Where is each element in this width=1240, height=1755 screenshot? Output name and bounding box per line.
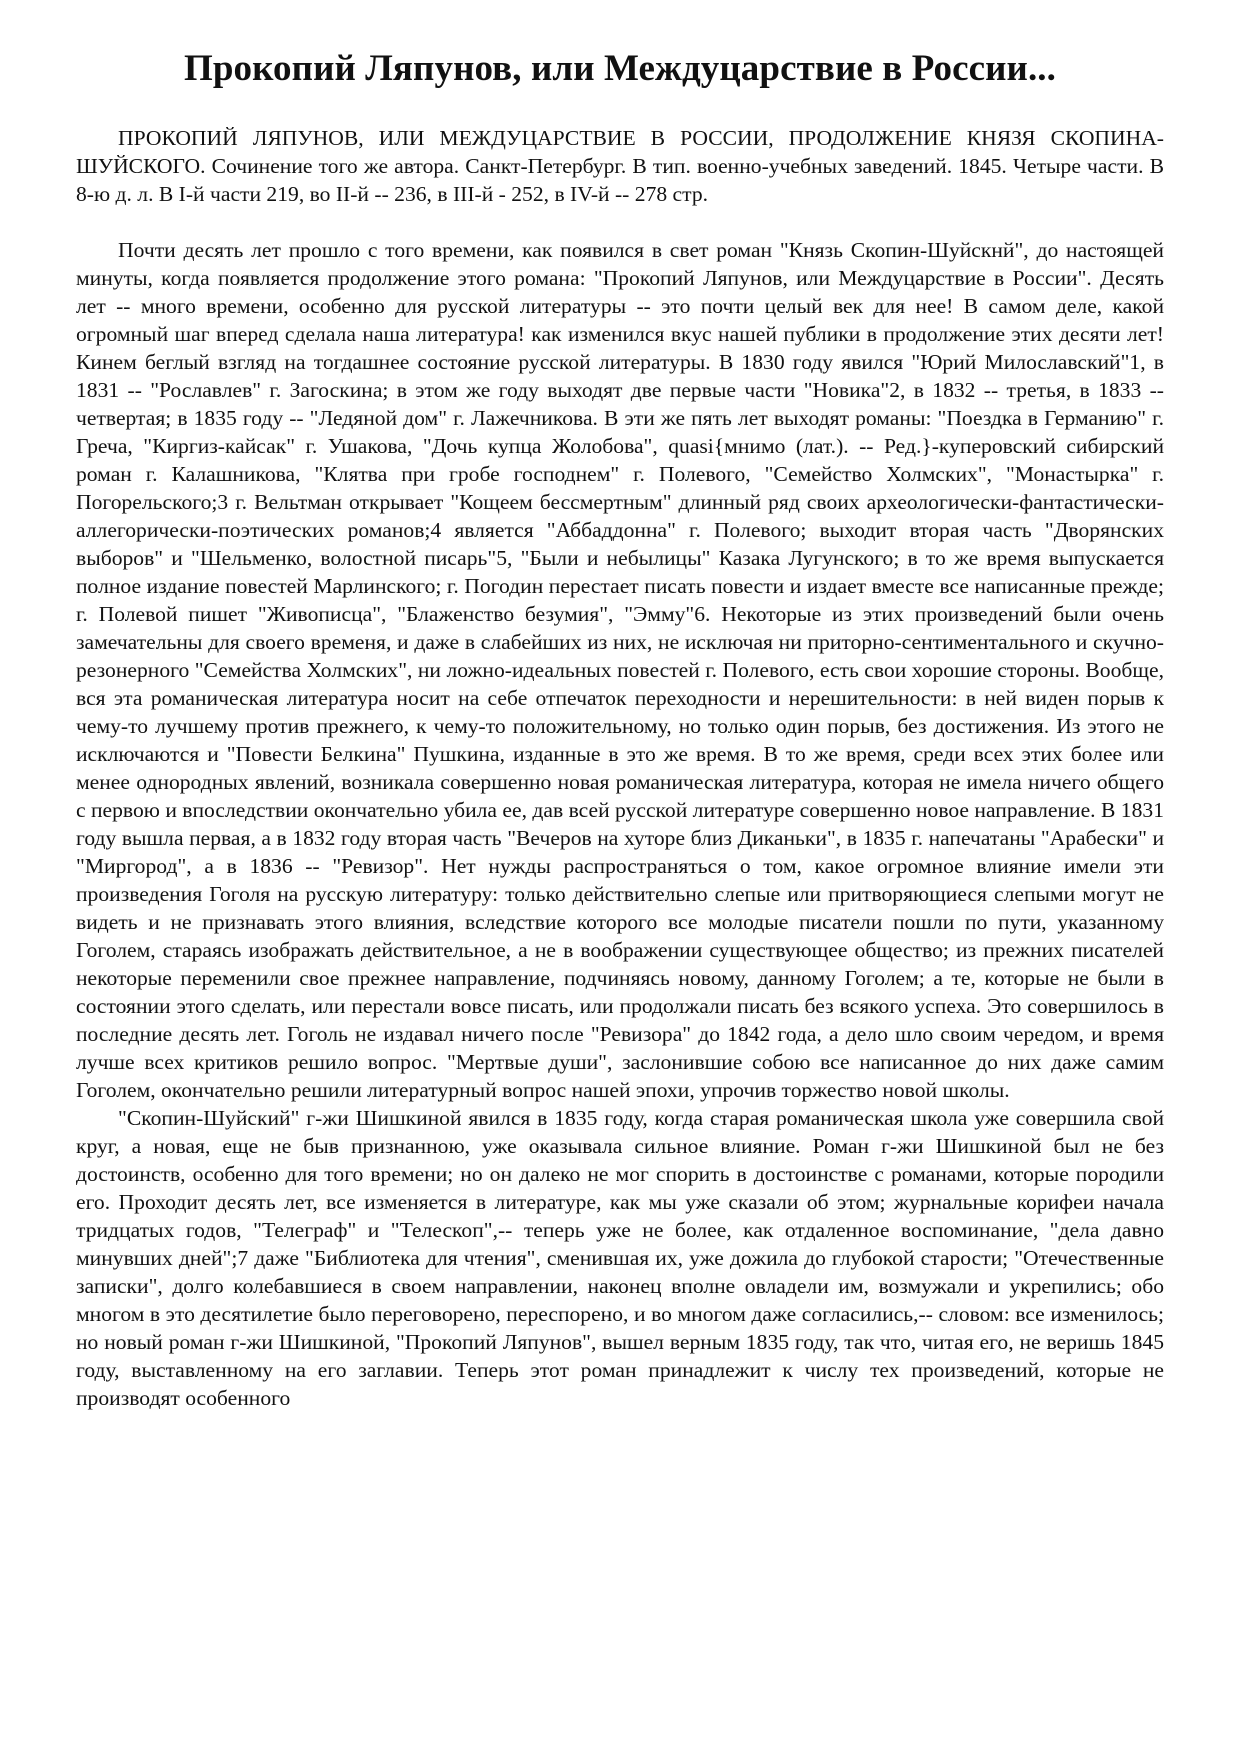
document-title: Прокопий Ляпунов, или Междуцарствие в России... (183, 48, 1057, 89)
bibliographic-header: ПРОКОПИЙ ЛЯПУНОВ, ИЛИ МЕЖДУЦАРСТВИЕ В РОССИИ, ПРОДОЛЖЕНИЕ КНЯЗЯ СКОПИНА-ШУЙСКОГО. Сочинение того же автора. Санкт-Петербург. В тип. военно-учебных заведений. 1845. Четыре части. В 8-ю д. л. В I-й части 219, во II-й -- 236, в III-й - 252, в IV-й -- 278 стр. (76, 126, 1164, 206)
body-paragraph-1: Почти десять лет прошло с того времени, как появился в свет роман "Князь Скопин-Шуйскнй", до настоящей минуты, когда появляется продолжение этого романа: "Прокопий Ляпунов, или Междуцарствие в России". Десять лет -- много времени, особенно для русской литературы -- это почти целый век для нее! В самом деле, какой огромный шаг вперед сделала наша литература! как изменился вкус нашей публики в продолжение этих десяти лет! Кинем беглый взгляд на тогдашнее состояние русской литературы. В 1830 году явился "Юрий Милославский"1, в 1831 -- "Рославлев" г. Загоскина; в этом же году выходят две первые части "Новика"2, в 1832 -- третья, в 1833 -- четвертая; в 1835 году -- "Ледяной дом" г. Лажечникова. В эти же пять лет выходят романы: "Поездка в Германию" г. Греча, "Киргиз-кайсак" г. Ушакова, "Дочь купца Жолобова", quasi{мнимо (лат.). -- Ред.}-куперовский сибирский роман г. Калашникова, "Клятва при гробе господнем" г. Полевого, "Семейство Холмских", "Монастырка" г. Погорельского;3 г. Вельтман открывает "Кощеем бессмертным" длинный ряд своих археологически-фантастически-аллегорически-поэтических романов;4 является "Аббаддонна" г. Полевого; выходит вторая часть "Дворянских выборов" и "Шельменко, волостной писарь"5, "Были и небылицы" Казака Лугунского; в то же время выпускается полное издание повестей Марлинского; г. Погодин перестает писать повести и издает вместе все написанные прежде; г. Полевой пишет "Живописца", "Блаженство безумия", "Эмму"6. Некоторые из этих произведений были очень замечательны для своего временя, и даже в слабейших из них, не исключая ни приторно-сентиментального и скучно-резонерного "Семейства Холмских", ни ложно-идеальных повестей г. Полевого, есть свои хорошие стороны. Вообще, вся эта романическая литература носит на себе отпечаток переходности и нерешительности: в ней виден порыв к чему-то лучшему против прежнего, к чему-то положительному, но только один порыв, без достижения. Из этого не исключаются и "Повести Белкина" Пушкина, изданные в это же время. В то же время, среди всех этих более или менее однородных явлений, возникала совершенно новая романическая литература, которая не имела ничего общего с первою и впоследствии окончательно убила ее, дав всей русской литературе совершенно новое направление. В 1831 году вышла первая, а в 1832 году вторая часть "Вечеров на хуторе близ Диканьки", в 1835 г. напечатаны "Арабески" и "Миргород", а в 1836 -- "Ревизор". Нет нужды распространяться о том, какое огромное влияние имели эти произведения Гоголя на русскую литературу: только действительно слепые или притворяющиеся слепыми могут не видеть и не признавать этого влияния, вследствие которого все молодые писатели пошли по пути, указанному Гоголем, стараясь изображать действительное, а не в воображении существующее общество; из прежних писателей некоторые переменили свое прежнее направление, подчиняясь новому, данному Гоголем; а те, которые не были в состоянии этого сделать, или перестали вовсе писать, или продолжали писать без всякого успеха. Это совершилось в последние десять лет. Гоголь не издавал ничего после "Ревизора" до 1842 года, а дело шло своим чередом, и время лучше всех критиков решило вопрос. "Мертвые души", заслонившие собою все написанное до них даже самим Гоголем, окончательно решили литературный вопрос нашей эпохи, упрочив торжество новой школы. (76, 238, 1164, 1102)
document-page (76, 44, 1164, 1412)
body-paragraph-2: "Скопин-Шуйский" г-жи Шишкиной явился в 1835 году, когда старая романическая школа уже совершила свой круг, а новая, еще не быв признанною, уже оказывала сильное влияние. Роман г-жи Шишкиной был не без достоинств, особенно для того времени; но он далеко не мог спорить в достоинстве с романами, которые породили его. Проходит десять лет, все изменяется в литературе, как мы уже сказали об этом; журнальные корифеи начала тридцатых годов, "Телеграф" и "Телескоп",-- теперь уже не более, как отдаленное воспоминание, "дела давно минувших дней";7 даже "Библиотека для чтения", сменившая их, уже дожила до глубокой старости; "Отечественные записки", долго колебавшиеся в своем направлении, наконец вполне овладели им, возмужали и укрепились; обо многом в это десятилетие было переговорено, переспорено, и во многом даже согласились,-- словом: все изменилось; но новый роман г-жи Шишкиной, "Прокопий Ляпунов", вышел верным 1835 году, так что, читая его, не веришь 1845 году, выставленному на его заглавии. Теперь этот роман принадлежит к числу тех произведений, которые не производят особенного (76, 1106, 1164, 1410)
